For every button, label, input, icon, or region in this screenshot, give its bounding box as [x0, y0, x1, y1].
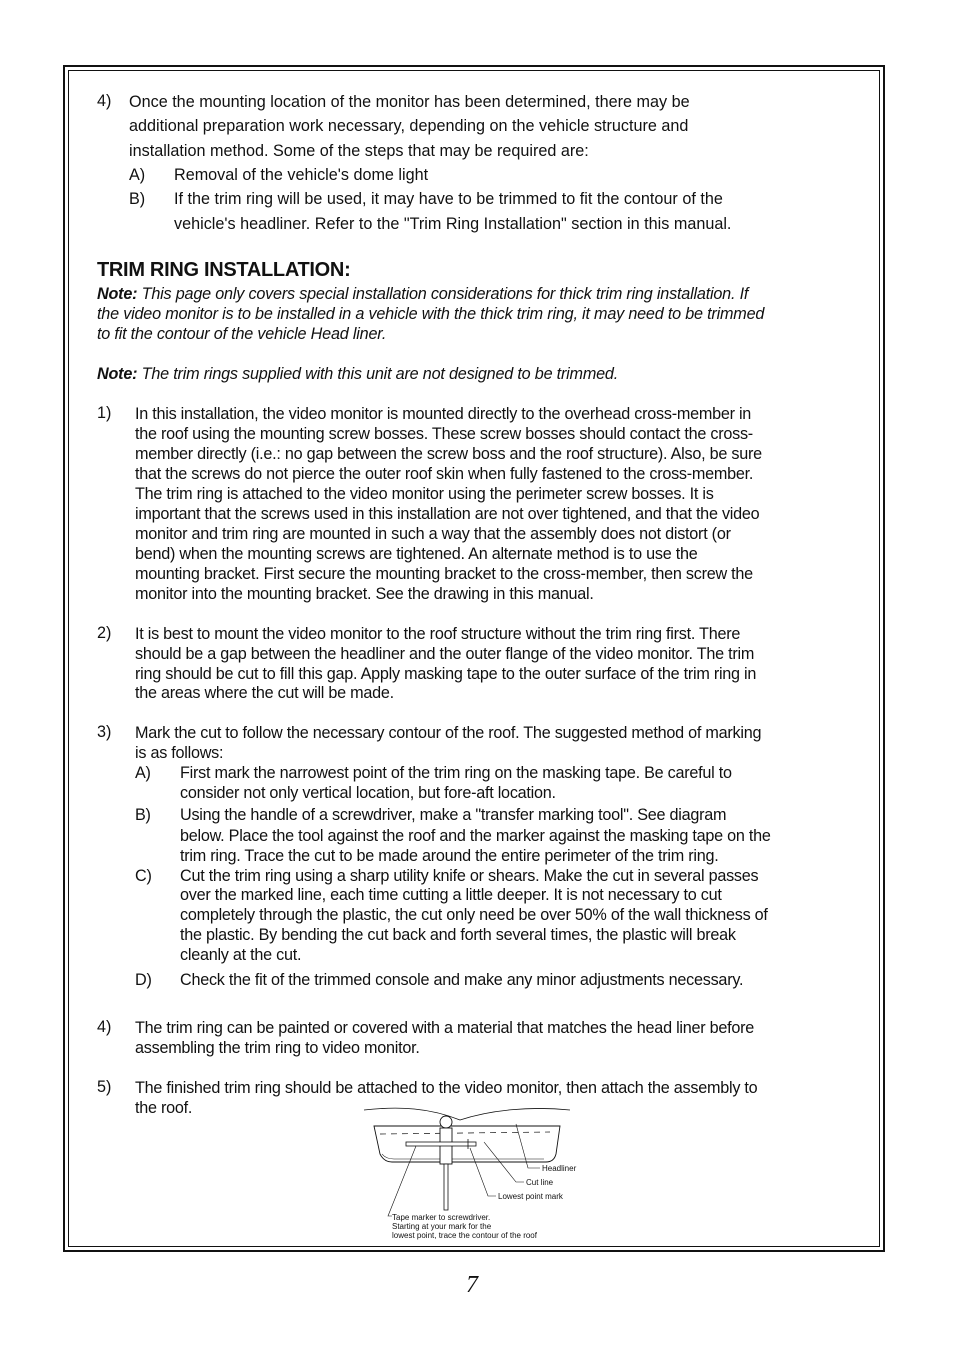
- step-3-sub-a-label: A): [135, 764, 151, 782]
- step-3-sub-b-line: Using the handle of a screwdriver, make a "transfer marking tool". See diagram: [180, 806, 727, 824]
- step-1-line: The trim ring is attached to the video monitor using the perimeter screw bosses. It is: [135, 485, 714, 503]
- intro-sub-a-text: Removal of the vehicle's dome light: [174, 166, 429, 184]
- intro-line: Once the mounting location of the monitor has been determined, there may be: [129, 93, 690, 111]
- step-3-sub-a-line: First mark the narrowest point of the trim ring on the masking tape. Be careful to: [180, 764, 732, 782]
- page-number: 7: [466, 1272, 478, 1298]
- step-3-sub-a-line: consider not only vertical location, but fore-aft location.: [180, 784, 556, 802]
- screwdriver-ball: [440, 1116, 452, 1128]
- step-5-line: The finished trim ring should be attached to the video monitor, then attach the assembly to: [135, 1079, 758, 1097]
- step-1-line: that the screws do not pierce the outer roof skin when fully fastened to the cross-member.: [135, 465, 754, 483]
- step-1-line: monitor and trim ring are mounted in such a way that the assembly does not distort (or: [135, 525, 731, 543]
- trim-ring-diagram: [360, 1102, 590, 1247]
- step-2-line: the areas where the cut will be made.: [135, 684, 394, 702]
- screwdriver-shaft: [444, 1164, 448, 1210]
- step-1-line: member directly (i.e.: no gap between the screw boss and the roof structure). Also, be sure: [135, 445, 762, 463]
- intro-sub-a-label: A): [129, 166, 146, 184]
- roof-line: [364, 1108, 570, 1120]
- label-tape-2: Starting at your mark for the: [392, 1222, 492, 1231]
- step-5-number: 5): [97, 1078, 112, 1096]
- intro-sub-b-line: vehicle's headliner. Refer to the "Trim Ring Installation" section in this manual.: [174, 215, 732, 233]
- intro-sub-b-label: B): [129, 190, 146, 208]
- step-3-sub-c-line: over the marked line, each time cutting a little deeper. It is not necessary to cut: [180, 886, 722, 904]
- step-1-line: monitor into the mounting bracket. See the drawing in this manual.: [135, 585, 594, 603]
- step-1-line: important that the screws used in this installation are not over tightened, and that the video: [135, 505, 760, 523]
- note-2-label: Note:: [97, 365, 138, 383]
- note-1-label: Note:: [97, 285, 138, 303]
- step-5-line: the roof.: [135, 1099, 193, 1117]
- step-1-line: bend) when the mounting screws are tightened. An alternate method is to use the: [135, 545, 698, 563]
- step-3-sub-d-label: D): [135, 971, 152, 989]
- step-1-line: mounting bracket. First secure the mounting bracket to the cross-member, then screw the: [135, 565, 753, 583]
- note-1-line: Note: This page only covers special installation considerations for thick trim ring installation. If: [97, 285, 749, 303]
- step-4-line: assembling the trim ring to video monitor.: [135, 1039, 420, 1057]
- intro-step-number: 4): [97, 92, 112, 110]
- step-2-line: should be a gap between the headliner and the outer flange of the video monitor. The trim: [135, 645, 755, 663]
- step-3-number: 3): [97, 723, 112, 741]
- label-lowest-point: Lowest point mark: [498, 1192, 563, 1201]
- label-tape-3: lowest point, trace the contour of the roof: [392, 1231, 537, 1240]
- step-1-number: 1): [97, 404, 112, 422]
- note-1-line: to fit the contour of the vehicle Head liner.: [97, 325, 387, 343]
- step-3-sub-c-line: completely through the plastic, the cut only need be over 50% of the wall thickness of: [180, 906, 768, 924]
- step-2-line: It is best to mount the video monitor to the roof structure without the trim ring first. There: [135, 625, 741, 643]
- step-3-sub-c-line: Cut the trim ring using a sharp utility knife or shears. Make the cut in several passes: [180, 867, 759, 885]
- step-3-sub-c-line: cleanly at the cut.: [180, 946, 302, 964]
- intro-line: installation method. Some of the steps that may be required are:: [129, 142, 589, 160]
- step-4-number: 4): [97, 1018, 112, 1036]
- note-2-line: Note: The trim rings supplied with this unit are not designed to be trimmed.: [97, 365, 619, 383]
- note-1-line: the video monitor is to be installed in a vehicle with the thick trim ring, it may need to be trimmed: [97, 305, 765, 323]
- label-tape-1: Tape marker to screwdriver.: [392, 1213, 491, 1222]
- step-3-sub-b-label: B): [135, 806, 151, 824]
- intro-line: additional preparation work necessary, depending on the vehicle structure and: [129, 117, 689, 135]
- step-3-line: Mark the cut to follow the necessary contour of the roof. The suggested method of marking: [135, 724, 762, 742]
- label-cut-line: Cut line: [526, 1178, 554, 1187]
- step-3-sub-b-line: below. Place the tool against the roof and the marker against the masking tape on the: [180, 827, 771, 845]
- step-3-line: is as follows:: [135, 744, 224, 762]
- step-3-sub-b-line: trim ring. Trace the cut to be made around the entire perimeter of the trim ring.: [180, 847, 719, 865]
- step-2-line: ring should be cut to fill this gap. Apply masking tape to the outer surface of the trim ring in: [135, 665, 757, 683]
- step-1-line: the roof using the mounting screw bosses. These screw bosses should contact the cross-: [135, 425, 753, 443]
- label-headliner: Headliner: [542, 1164, 577, 1173]
- step-3-sub-c-line: the plastic. By bending the cut back and forth several times, the plastic will break: [180, 926, 736, 944]
- intro-sub-b-line: If the trim ring will be used, it may have to be trimmed to fit the contour of the: [174, 190, 723, 208]
- step-3-sub-c-label: C): [135, 867, 152, 885]
- step-1-line: In this installation, the video monitor is mounted directly to the overhead cross-member in: [135, 405, 752, 423]
- step-2-number: 2): [97, 624, 112, 642]
- section-heading: TRIM RING INSTALLATION:: [97, 259, 351, 281]
- step-4-line: The trim ring can be painted or covered with a material that matches the head liner before: [135, 1019, 755, 1037]
- tape-marker: [406, 1142, 476, 1146]
- step-3-sub-d-line: Check the fit of the trimmed console and make any minor adjustments necessary.: [180, 971, 744, 989]
- cut-line-path: [380, 1132, 550, 1134]
